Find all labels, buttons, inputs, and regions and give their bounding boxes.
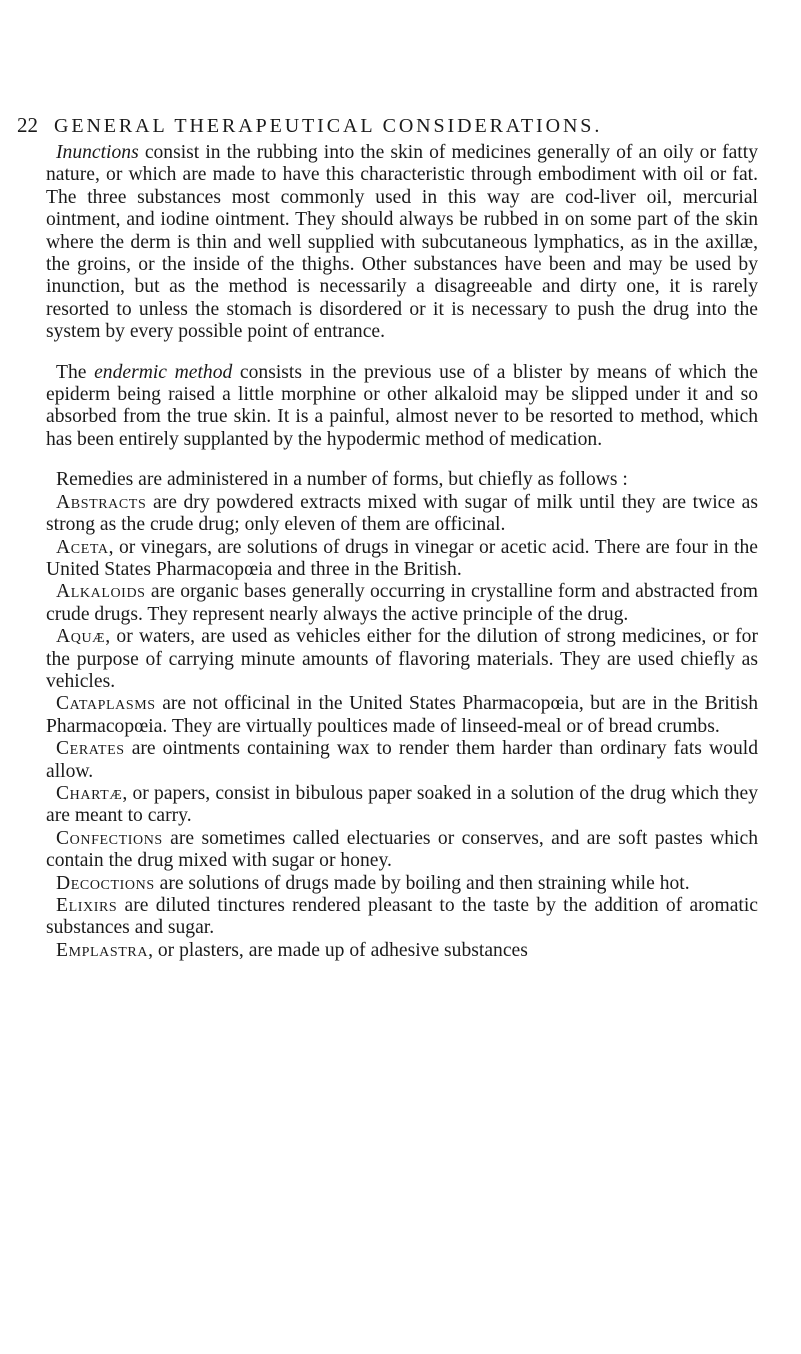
definition-item bbox=[46, 873, 758, 895]
definition-text: , or vinegars, are solutions of drugs in vinegar or acetic acid. There are four in the United States Pharmacopœia and three in the British. bbox=[46, 536, 758, 580]
paragraph-prefix: The bbox=[56, 361, 95, 383]
running-head: GENERAL THERAPEUTICAL CONSIDERATIONS. bbox=[54, 115, 603, 137]
definition-item bbox=[46, 537, 758, 582]
definition-term: Alkaloids bbox=[56, 581, 146, 603]
definition-term: Confections bbox=[56, 827, 163, 849]
definition-term: Cerates bbox=[56, 738, 125, 760]
definition-term: Aceta bbox=[56, 536, 109, 558]
definition-term: Aquæ bbox=[56, 626, 106, 648]
definition-text: , or waters, are used as vehicles either for the dilution of strong medicines, or for the purpose of carrying minute amounts of flavoring materials. They are used chiefly as vehicles. bbox=[46, 626, 758, 692]
paragraph-text: Remedies are administered in a number of forms, but chiefly as follows : bbox=[56, 469, 628, 491]
paragraph-inunctions bbox=[46, 142, 758, 344]
definition-text: , or plasters, are made up of adhesive substances bbox=[148, 939, 528, 961]
page-body bbox=[46, 142, 758, 962]
definition-text: are diluted tinctures rendered pleasant to the taste by the addition of aromatic substances and sugar. bbox=[46, 895, 758, 939]
paragraph-endermic bbox=[46, 362, 758, 452]
definition-item bbox=[46, 895, 758, 940]
definition-item bbox=[46, 738, 758, 783]
definition-text: are dry powdered extracts mixed with sugar of milk until they are twice as strong as the crude drug; only eleven of them are officinal. bbox=[46, 491, 758, 536]
paragraph-text: consists in the previous use of a blister by means of which the epiderm being raised a little morphine or other alkaloid may be slipped under it and so absorbed from the true skin. It is a painful, almost never to be resorted to method, which has been entirely supplanted by the hypodermic method of medication. bbox=[46, 361, 759, 450]
definition-term: Cataplasms bbox=[56, 693, 156, 715]
definition-item bbox=[46, 626, 758, 693]
definition-item bbox=[46, 492, 758, 537]
definition-text: are sometimes called electuaries or conserves, and are soft pastes which contain the drug mixed with sugar or honey. bbox=[46, 827, 758, 872]
definition-item bbox=[46, 581, 758, 626]
definition-text: are not officinal in the United States Pharmacopœia, but are in the British Pharmacopœia. They are virtually poultices made of linseed-meal or of bread crumbs. bbox=[46, 693, 758, 737]
definition-term: Chartæ bbox=[56, 782, 123, 804]
paragraph-lead-term: endermic method bbox=[94, 361, 233, 383]
definition-item bbox=[46, 693, 758, 738]
definition-item bbox=[46, 940, 758, 962]
page-header bbox=[17, 112, 777, 139]
definition-text: are organic bases generally occurring in crystalline form and abstracted from crude drugs. They represent nearly always the active principle of the drug. bbox=[46, 581, 758, 625]
paragraph-text: consist in the rubbing into the skin of medicines generally of an oily or fatty nature, or which are made to have this characteristic through embodiment with oil or fat. The three substances most commonly used in this way are cod-liver oil, mercurial ointment, and iodine ointment. They should always be rubbed in on some part of the skin where the derm is thin and well supplied with subcutaneous lymphatics, as in the axillæ, the groins, or the inside of the thighs. Other substances have been and may be used by inunction, but as the method is necessarily a disagreeable and dirty one, it is rarely resorted to unless the stomach is disordered or it is necessary to push the drug into the system by every possible point of entrance. bbox=[46, 142, 758, 343]
definition-term: Abstracts bbox=[56, 491, 147, 513]
definition-item bbox=[46, 783, 758, 828]
definition-term: Emplastra bbox=[56, 939, 149, 961]
definition-text: are ointments containing wax to render them harder than ordinary fats would allow. bbox=[46, 738, 758, 782]
definition-text: are solutions of drugs made by boiling and then straining while hot. bbox=[154, 872, 690, 894]
definition-term: Decoctions bbox=[56, 872, 155, 894]
paragraph-lead-term: Inunctions bbox=[56, 142, 139, 163]
page-number: 22 bbox=[17, 113, 38, 137]
definition-item bbox=[46, 828, 758, 873]
paragraph-remedies bbox=[46, 469, 758, 491]
definition-term: Elixirs bbox=[56, 895, 118, 916]
definition-text: , or papers, consist in bibulous paper soaked in a solution of the drug which they are meant to carry. bbox=[46, 782, 758, 827]
